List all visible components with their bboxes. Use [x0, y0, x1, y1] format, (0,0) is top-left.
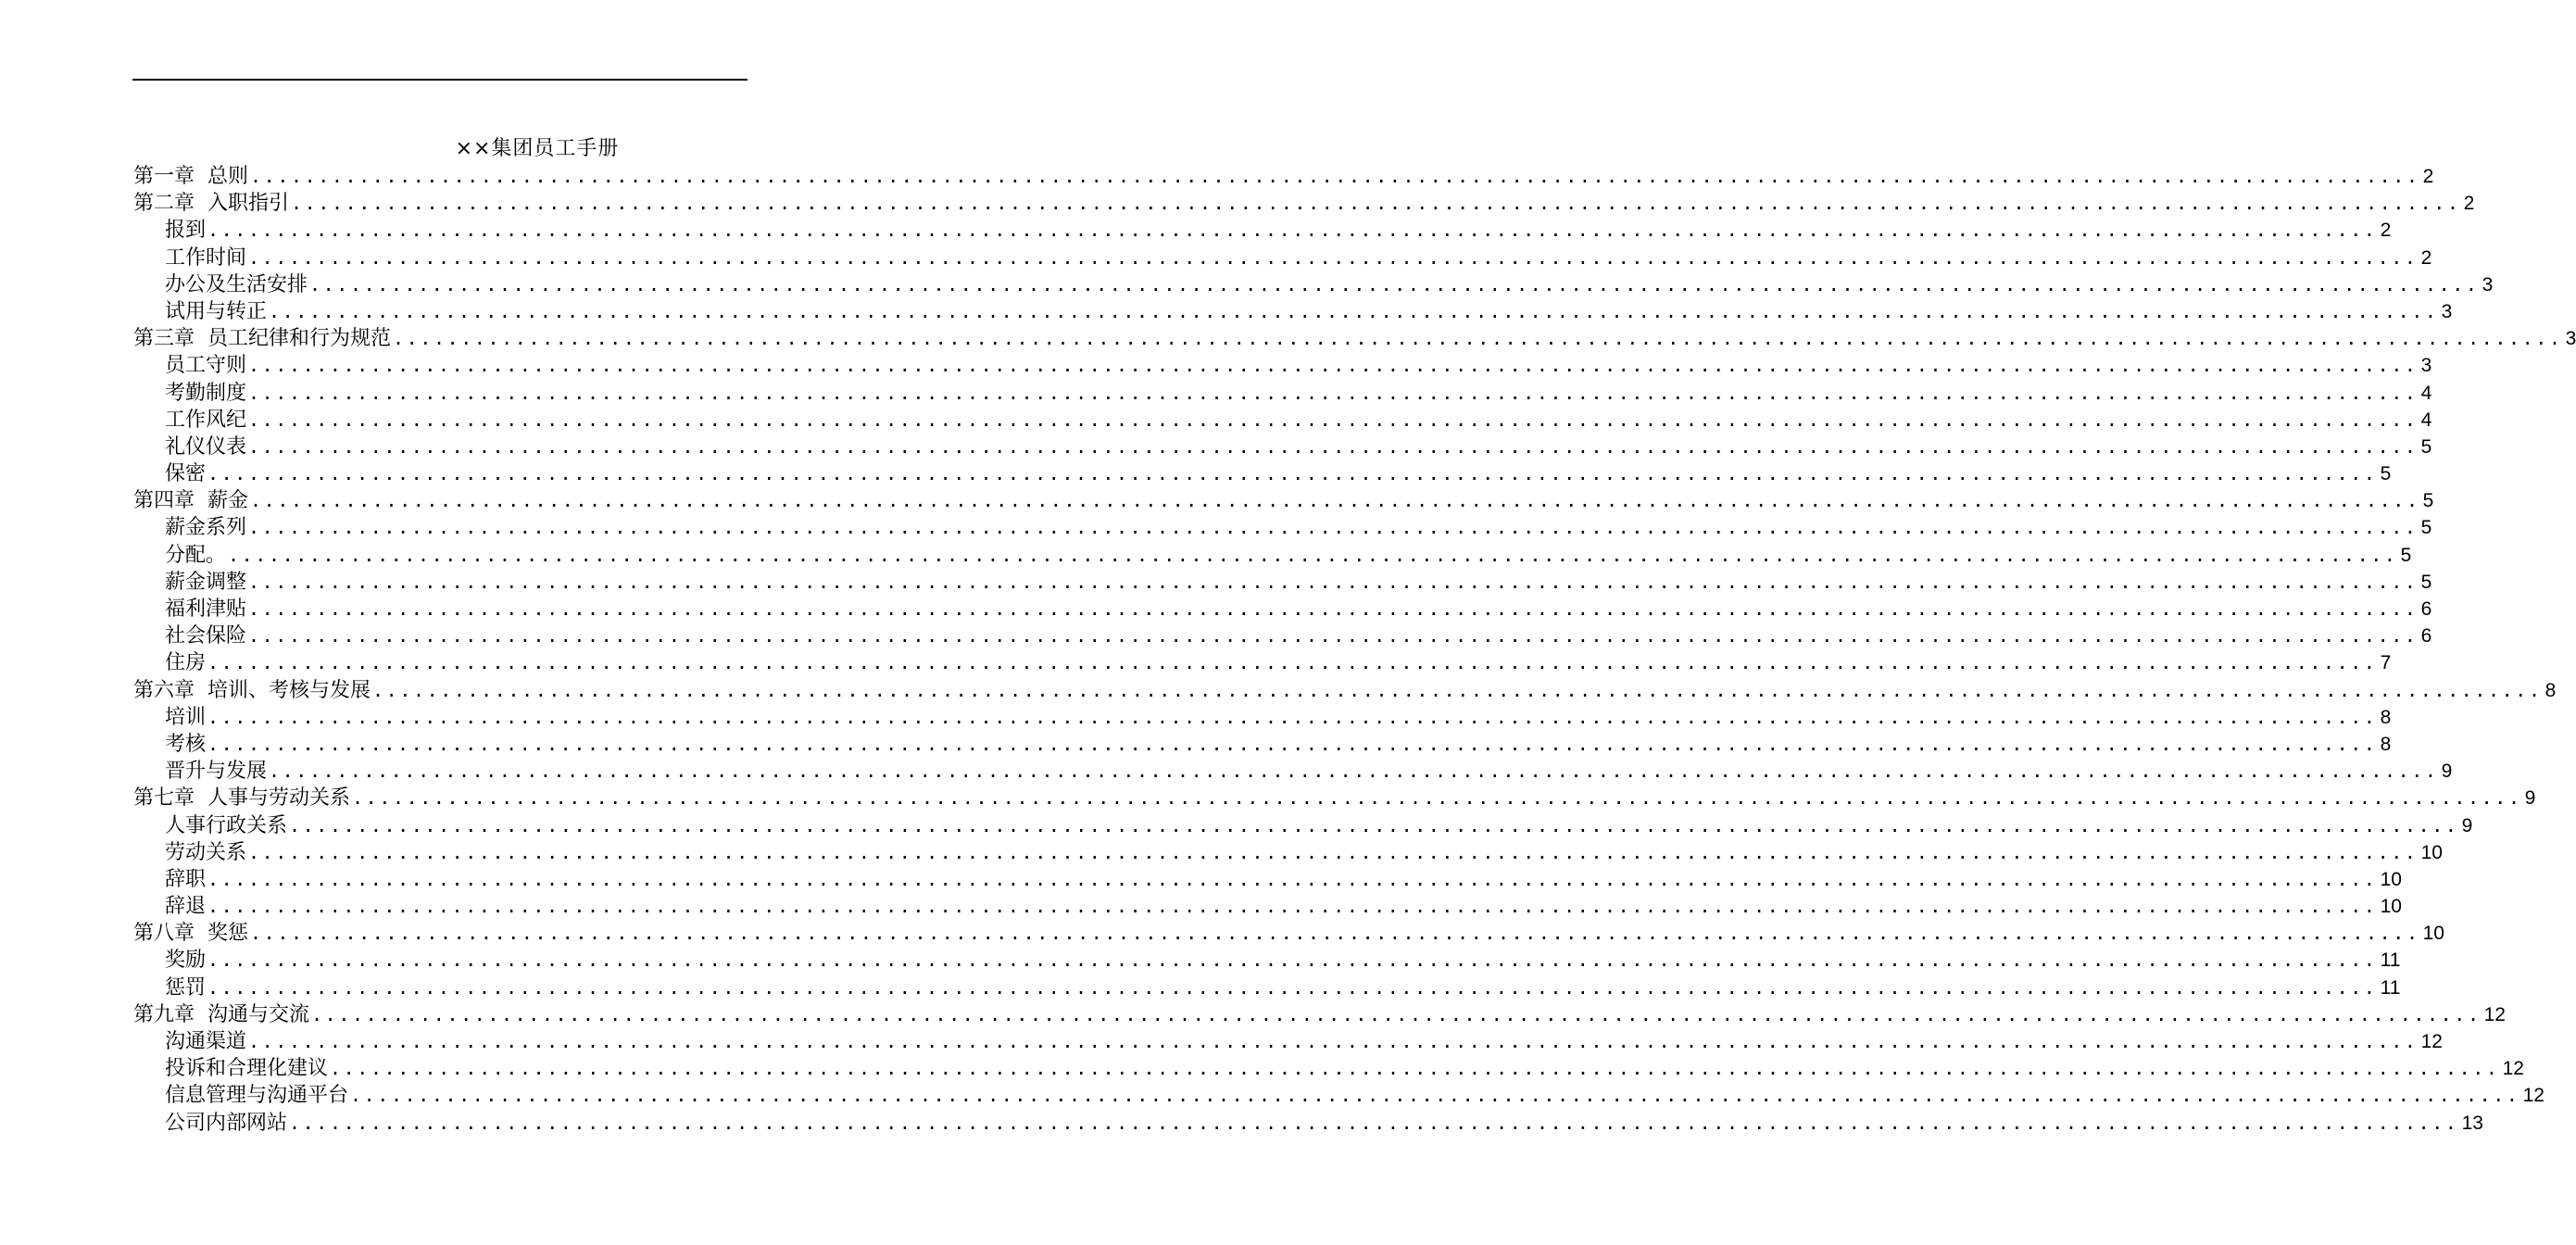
toc-chapter-entry[interactable]	[133, 190, 2475, 217]
toc-entry-label	[133, 920, 248, 947]
toc-page-number: 3	[2441, 300, 2453, 322]
toc-dot-leader: ................................................................................................................................................................	[207, 705, 2378, 728]
toc-entry-label	[133, 487, 248, 514]
toc-dot-leader: ................................................................................................................................................................	[248, 516, 2419, 539]
toc-entry-title: 住房	[165, 651, 207, 675]
toc-page-number: 10	[2380, 868, 2402, 890]
toc-entry-label	[165, 704, 206, 731]
toc-entry-label	[165, 649, 206, 676]
toc-entry-title: 礼仪仪表	[165, 434, 247, 459]
toc-entry-title: 沟通与交流	[207, 1002, 310, 1026]
toc-entry-title: 工作风纪	[165, 408, 247, 432]
toc-chapter-number: 第九章	[133, 1002, 195, 1026]
toc-page-number: 5	[2420, 571, 2432, 593]
toc-dot-leader: ................................................................................................................................................................	[248, 434, 2419, 458]
toc-dot-leader: ................................................................................................................................................................	[248, 381, 2419, 404]
toc-page-number: 5	[2422, 490, 2434, 512]
toc-entry-title: 保密	[165, 462, 207, 486]
toc-entry-title: 总则	[207, 165, 249, 188]
toc-dot-leader: ................................................................................................................................................................	[350, 1084, 2520, 1107]
toc-dot-leader: ................................................................................................................................................................	[269, 299, 2439, 322]
toc-entry-label	[165, 1110, 287, 1137]
toc-entry-label	[133, 785, 350, 811]
toc-entry-label	[165, 434, 246, 460]
toc-entry-label	[165, 866, 206, 893]
toc-section-entry[interactable]	[133, 866, 2402, 893]
toc-chapter-entry[interactable]	[133, 920, 2444, 947]
toc-entry-title: 薪金	[207, 489, 249, 513]
toc-page-number: 13	[2461, 1112, 2483, 1134]
toc-page-number: 12	[2502, 1058, 2524, 1080]
toc-entry-title: 沟通渠道	[165, 1030, 247, 1053]
toc-entry-label	[133, 325, 391, 352]
toc-section-entry[interactable]	[133, 245, 2432, 271]
toc-dot-leader: ................................................................................................................................................................	[248, 624, 2419, 648]
toc-section-entry[interactable]	[133, 434, 2432, 460]
toc-page-number: 12	[2522, 1085, 2545, 1107]
toc-section-entry[interactable]	[133, 812, 2473, 839]
toc-chapter-number: 第一章	[133, 165, 195, 188]
toc-entry-title: 薪金系列	[165, 516, 247, 540]
toc-entry-title: 投诉和合理化建议	[165, 1057, 329, 1081]
toc-entry-title: 人事行政关系	[165, 813, 288, 837]
toc-section-entry[interactable]	[133, 217, 2392, 244]
toc-entry-label	[165, 271, 308, 298]
toc-entry-title: 培训	[165, 705, 207, 729]
toc-entry-label	[165, 460, 206, 487]
toc-entry-title: 员工守则	[165, 354, 247, 378]
toc-entry-label	[165, 217, 206, 244]
toc-entry-title: 公司内部网站	[165, 1111, 288, 1135]
toc-entry-title: 办公及生活安排	[165, 272, 308, 296]
table-of-contents	[133, 163, 2576, 1137]
toc-section-entry[interactable]	[133, 975, 2401, 1001]
toc-entry-label	[165, 622, 246, 649]
toc-page-number: 2	[2420, 246, 2432, 269]
toc-section-entry[interactable]	[133, 460, 2392, 487]
toc-section-entry[interactable]	[133, 407, 2432, 434]
toc-entry-label	[165, 975, 206, 1001]
toc-section-entry[interactable]	[133, 893, 2402, 920]
toc-entry-label	[165, 1028, 246, 1055]
toc-dot-leader: ................................................................................................................................................................	[311, 1002, 2482, 1025]
toc-page-number: 2	[2463, 193, 2475, 215]
toc-entry-title: 工作时间	[165, 245, 247, 270]
toc-entry-title: 考核	[165, 732, 207, 756]
toc-chapter-number: 第三章	[133, 327, 195, 351]
toc-page-number: 6	[2420, 598, 2432, 620]
toc-entry-label	[165, 596, 246, 622]
toc-dot-leader: ................................................................................................................................................................	[248, 408, 2419, 431]
toc-dot-leader: ................................................................................................................................................................	[269, 760, 2439, 783]
toc-dot-leader: ................................................................................................................................................................	[207, 462, 2378, 485]
toc-page-number: 11	[2380, 976, 2401, 999]
toc-page-number: 4	[2420, 382, 2432, 404]
toc-entry-title: 薪金调整	[165, 570, 247, 594]
toc-section-entry[interactable]	[133, 731, 2392, 758]
toc-entry-title: 奖励	[165, 949, 207, 973]
toc-dot-leader: ................................................................................................................................................................	[207, 867, 2378, 890]
toc-dot-leader: ................................................................................................................................................................	[393, 327, 2563, 350]
toc-entry-title: 辞退	[165, 895, 207, 919]
toc-entry-title: 入职指引	[207, 192, 290, 216]
toc-section-entry[interactable]	[133, 542, 2412, 569]
toc-dot-leader: ................................................................................................................................................................	[309, 272, 2480, 296]
document-title: ××集团员工手册	[455, 137, 620, 160]
toc-page-number: 12	[2420, 1031, 2443, 1052]
toc-dot-leader: ................................................................................................................................................................	[248, 570, 2419, 593]
toc-page-number: 2	[2380, 220, 2392, 242]
toc-chapter-number: 第八章	[133, 922, 195, 946]
toc-entry-title: 社会保险	[165, 624, 247, 648]
toc-page-number: 10	[2422, 923, 2444, 945]
toc-entry-label	[165, 1055, 328, 1082]
toc-page-number: 5	[2420, 517, 2432, 539]
toc-page-number: 10	[2420, 841, 2443, 863]
toc-entry-title: 员工纪律和行为规范	[207, 327, 392, 351]
toc-chapter-number: 第四章	[133, 489, 195, 513]
toc-page-number: 9	[2441, 761, 2453, 783]
toc-entry-title: 报到	[165, 219, 207, 243]
toc-page-number: 9	[2461, 814, 2473, 836]
toc-entry-title: 信息管理与沟通平台	[165, 1084, 349, 1108]
toc-chapter-entry[interactable]	[133, 163, 2434, 190]
toc-dot-leader: ................................................................................................................................................................	[250, 922, 2420, 945]
toc-page-number: 8	[2380, 733, 2392, 755]
toc-entry-label	[165, 380, 246, 407]
toc-entry-label	[165, 947, 206, 974]
toc-chapter-entry[interactable]	[133, 487, 2434, 514]
toc-chapter-entry[interactable]	[133, 677, 2557, 704]
toc-page-number: 11	[2380, 949, 2401, 972]
toc-chapter-number: 第二章	[133, 192, 195, 216]
toc-entry-label	[165, 569, 246, 596]
toc-section-entry[interactable]	[133, 1110, 2483, 1137]
toc-dot-leader: ................................................................................................................................................................	[250, 165, 2420, 187]
toc-page-number: 10	[2380, 896, 2402, 918]
toc-section-entry[interactable]	[133, 1028, 2443, 1055]
toc-section-entry[interactable]	[133, 1055, 2524, 1082]
toc-dot-leader: ................................................................................................................................................................	[248, 597, 2419, 620]
toc-section-entry[interactable]	[133, 514, 2432, 541]
toc-entry-title: 分配。	[165, 543, 227, 567]
toc-entry-title: 惩罚	[165, 975, 207, 1000]
toc-section-entry[interactable]	[133, 1082, 2545, 1109]
toc-entry-label	[165, 514, 246, 541]
toc-dot-leader: ................................................................................................................................................................	[248, 354, 2419, 377]
toc-page-number: 7	[2380, 652, 2392, 674]
toc-dot-leader: ................................................................................................................................................................	[248, 245, 2419, 269]
toc-chapter-entry[interactable]	[133, 325, 2576, 352]
toc-entry-label	[133, 1001, 309, 1028]
toc-page-number: 3	[2565, 328, 2576, 350]
toc-page-number: 8	[2380, 706, 2392, 728]
toc-entry-label	[165, 407, 246, 434]
toc-section-entry[interactable]	[133, 596, 2432, 622]
toc-entry-title: 试用与转正	[165, 299, 268, 323]
toc-entry-label	[165, 542, 226, 569]
toc-dot-leader: ................................................................................................................................................................	[207, 895, 2378, 918]
toc-dot-leader: ................................................................................................................................................................	[207, 949, 2378, 972]
toc-entry-label	[165, 812, 287, 839]
toc-dot-leader: ................................................................................................................................................................	[330, 1057, 2500, 1080]
toc-entry-label	[133, 190, 289, 217]
toc-entry-title: 辞职	[165, 867, 207, 891]
toc-entry-title: 人事与劳动关系	[207, 786, 351, 811]
toc-entry-label	[165, 245, 246, 271]
toc-entry-title: 福利津贴	[165, 597, 247, 621]
toc-entry-label	[133, 163, 248, 190]
toc-section-entry[interactable]	[133, 839, 2443, 866]
toc-dot-leader: ................................................................................................................................................................	[228, 543, 2398, 566]
toc-entry-title: 培训、考核与发展	[207, 678, 371, 702]
toc-page-number: 5	[2380, 463, 2392, 485]
toc-dot-leader: ................................................................................................................................................................	[207, 732, 2378, 755]
toc-entry-label	[165, 298, 267, 325]
toc-section-entry[interactable]	[133, 947, 2401, 974]
toc-section-entry[interactable]	[133, 380, 2432, 407]
toc-section-entry[interactable]	[133, 758, 2453, 785]
toc-entry-label	[133, 677, 371, 704]
toc-dot-leader: ................................................................................................................................................................	[248, 1030, 2419, 1052]
toc-page-number: 2	[2422, 166, 2434, 187]
toc-entry-label	[165, 839, 246, 866]
toc-section-entry[interactable]	[133, 704, 2392, 731]
toc-section-entry[interactable]	[133, 649, 2392, 676]
toc-section-entry[interactable]	[133, 271, 2494, 298]
toc-section-entry[interactable]	[133, 298, 2453, 325]
toc-entry-title: 劳动关系	[165, 840, 247, 864]
toc-section-entry[interactable]	[133, 352, 2432, 379]
toc-section-entry[interactable]	[133, 569, 2432, 596]
toc-dot-leader: ................................................................................................................................................................	[289, 813, 2459, 836]
toc-page-number: 9	[2524, 787, 2536, 810]
toc-dot-leader: ................................................................................................................................................................	[289, 1111, 2459, 1134]
toc-entry-label	[165, 731, 206, 758]
toc-chapter-number: 第六章	[133, 678, 195, 702]
toc-dot-leader: ................................................................................................................................................................	[248, 840, 2419, 863]
toc-chapter-entry[interactable]	[133, 1001, 2506, 1028]
toc-page-number: 8	[2545, 679, 2557, 701]
toc-chapter-entry[interactable]	[133, 785, 2536, 811]
toc-page-number: 3	[2420, 355, 2432, 377]
toc-page-number: 4	[2420, 409, 2432, 431]
header-rule	[132, 79, 748, 81]
toc-section-entry[interactable]	[133, 622, 2432, 649]
toc-entry-label	[165, 893, 206, 920]
toc-page-number: 5	[2420, 435, 2432, 458]
toc-dot-leader: ................................................................................................................................................................	[372, 678, 2543, 701]
toc-entry-label	[165, 1082, 348, 1109]
toc-page-number: 5	[2400, 544, 2412, 566]
toc-dot-leader: ................................................................................................................................................................	[207, 975, 2378, 999]
toc-chapter-number: 第七章	[133, 786, 195, 811]
toc-entry-title: 奖惩	[207, 922, 249, 946]
toc-dot-leader: ................................................................................................................................................................	[352, 786, 2522, 810]
toc-dot-leader: ................................................................................................................................................................	[291, 192, 2461, 215]
toc-page-number: 12	[2483, 1003, 2506, 1025]
toc-entry-title: 考勤制度	[165, 381, 247, 405]
toc-dot-leader: ................................................................................................................................................................	[207, 651, 2378, 674]
toc-page-number: 3	[2482, 273, 2494, 296]
toc-entry-label	[165, 352, 246, 379]
toc-entry-title: 晋升与发展	[165, 760, 268, 784]
toc-dot-leader: ................................................................................................................................................................	[250, 489, 2420, 512]
toc-page-number: 6	[2420, 625, 2432, 648]
toc-dot-leader: ................................................................................................................................................................	[207, 219, 2378, 242]
toc-entry-label	[165, 758, 267, 785]
